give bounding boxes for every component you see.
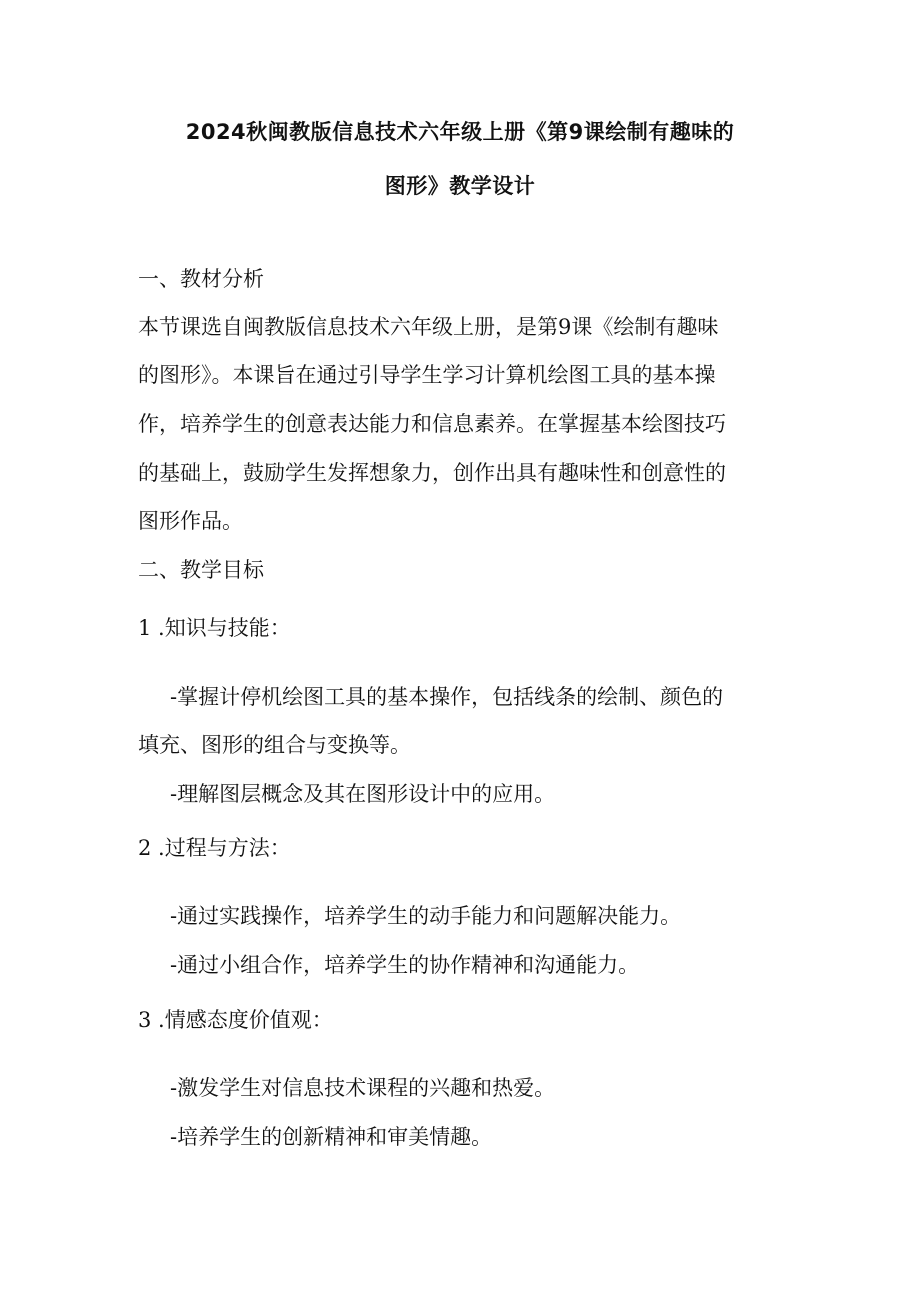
section-heading-material-analysis: 一、教材分析 [138, 267, 264, 291]
goal-heading-attitudes-values: 3 .情感态度价值观： [138, 1008, 333, 1032]
goal-item-continued: 填充、图形的组合与变换等。 [138, 733, 411, 757]
paragraph-line: 的图形》。本课旨在通过引导学生学习计算机绘图工具的基本操 [138, 363, 716, 387]
goal-item: -通过小组合作，培养学生的协作精神和沟通能力。 [170, 953, 640, 977]
goal-item: -激发学生对信息技术课程的兴趣和热爱。 [170, 1076, 556, 1100]
paragraph-line: 图形作品。 [138, 509, 243, 533]
goal-item: -通过实践操作，培养学生的动手能力和问题解决能力。 [170, 904, 682, 928]
document-title-line-2: 图形》教学设计 [384, 174, 536, 198]
document-title-line-1: 2024秋闽教版信息技术六年级上册《第9课绘制有趣味的 [185, 120, 735, 144]
goal-heading-process-methods: 2 .过程与方法： [138, 836, 291, 860]
goal-item: -掌握计停机绘图工具的基本操作，包括线条的绘制、颜色的 [170, 685, 724, 709]
paragraph-line: 作，培养学生的创意表达能力和信息素养。在掌握基本绘图技巧 [138, 412, 726, 436]
paragraph-line: 本节课选自闽教版信息技术六年级上册，是第9课《绘制有趣味 [138, 315, 719, 339]
goal-item: -理解图层概念及其在图形设计中的应用。 [170, 782, 556, 806]
goal-item: -培养学生的创新精神和审美情趣。 [170, 1125, 493, 1149]
goal-heading-knowledge-skills: 1 .知识与技能： [138, 616, 291, 640]
paragraph-line: 的基础上，鼓励学生发挥想象力，创作出具有趣味性和创意性的 [138, 461, 726, 485]
section-heading-teaching-goals: 二、教学目标 [138, 558, 264, 582]
